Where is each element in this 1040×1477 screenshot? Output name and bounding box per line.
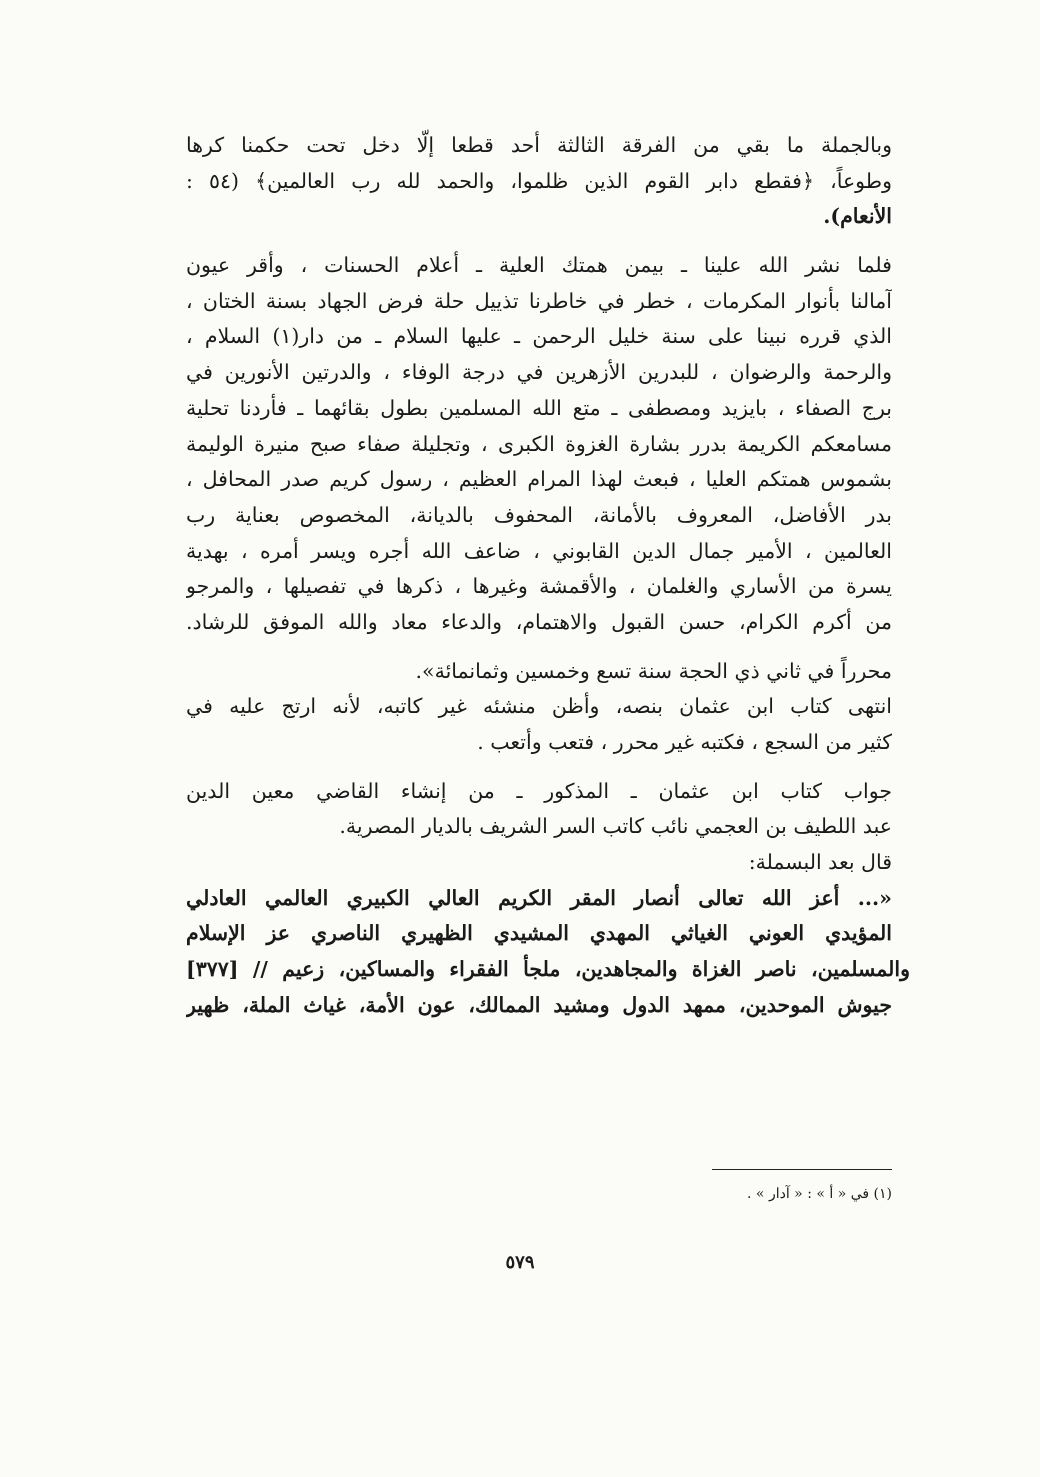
text-line: قال بعد البسملة: (748, 850, 892, 875)
text-line: كثير من السجع ، فكتبه غير محرر ، فتعب وأتعب . (477, 730, 892, 754)
text-line: وطوعاً، ﴿فقطع دابر القوم الذين ظلموا، والحمد لله رب العالمين﴾ (٥٤ : (186, 168, 892, 193)
text-line: جيوش الموحدين، ممهد الدول ومشيد الممالك، عون الأمة، غياث الملة، ظهير (186, 992, 892, 1017)
text-line: المؤيدي العوني الغياثي المهدي المشيدي الظهيري الناصري عز الإسلام (186, 921, 892, 946)
footnote-divider (712, 1169, 892, 1170)
text-line: الأنعام). (823, 204, 892, 229)
text-line: والرحمة والرضوان ، للبدرين الأزهرين في درجة الوفاء ، والدرتين الأنورين في (186, 360, 892, 385)
text-line: آمالنا بأنوار المكرمات ، خطر في خاطرنا تذييل حلة فرض الجهاد بسنة الختان ، (186, 288, 892, 313)
text-line: بشموس همتكم العليا ، فبعث لهذا المرام العظيم ، رسول كريم صدر المحافل ، (186, 467, 892, 492)
text-line: جواب كتاب ابن عثمان ـ المذكور ـ من إنشاء القاضي معين الدين (186, 778, 892, 803)
text-line: بدر الأفاضل، المعروف بالأمانة، المحفوف بالديانة، المخصوص بعناية رب (186, 502, 892, 527)
text-line: العالمين ، الأمير جمال الدين القابوني ، ضاعف الله أجره ويسر أمره ، بهدية (186, 538, 892, 563)
text-line: مسامعكم الكريمة بدرر بشارة الغزوة الكبرى ، وتجليلة صفاء صبح منيرة الوليمة (186, 431, 892, 456)
text-line: من أكرم الكرام، حسن القبول والاهتمام، والدعاء معاد والله الموفق للرشاد. (186, 609, 892, 634)
text-line: الذي قرره نبينا على سنة خليل الرحمن ـ عليها السلام ـ من دار(١) السلام ، (186, 324, 892, 349)
body-text (186, 128, 910, 1024)
footnote: (١) في « أ » : « آدار » . (747, 1186, 892, 1202)
text-line: فلما نشر الله علينا ـ بيمن همتك العلية ـ أعلام الحسنات ، وأقر عيون (186, 253, 892, 278)
text-line: انتهى كتاب ابن عثمان بنصه، وأظن منشئه غير كاتبه، لأنه ارتج عليه في (186, 694, 892, 719)
page-number: ٥٧٩ (505, 1252, 535, 1273)
text-line: محرراً في ثاني ذي الحجة سنة تسع وخمسين وثمانمائة». (415, 658, 892, 683)
text-line: «... أعز الله تعالى أنصار المقر الكريم العالي الكبيري العالمي العادلي (186, 885, 892, 910)
text-line: وبالجملة ما بقي من الفرقة الثالثة أحد قطعا إلّا دخل تحت حكمنا كرها (186, 133, 892, 157)
text-line: يسرة من الأساري والغلمان ، والأقمشة وغيرها ، ذكرها في تفصيلها ، والمرجو (186, 574, 892, 599)
text-line: برج الصفاء ، بايزيد ومصطفى ـ متع الله المسلمين بطول بقائهما ـ فأردنا تحلية (186, 395, 892, 420)
text-line: عبد اللطيف بن العجمي نائب كاتب السر الشريف بالديار المصرية. (339, 814, 892, 839)
text-line: والمسلمين، ناصر الغزاة والمجاهدين، ملجأ الفقراء والمساكين، زعيم // [٣٧٧] (186, 957, 910, 982)
